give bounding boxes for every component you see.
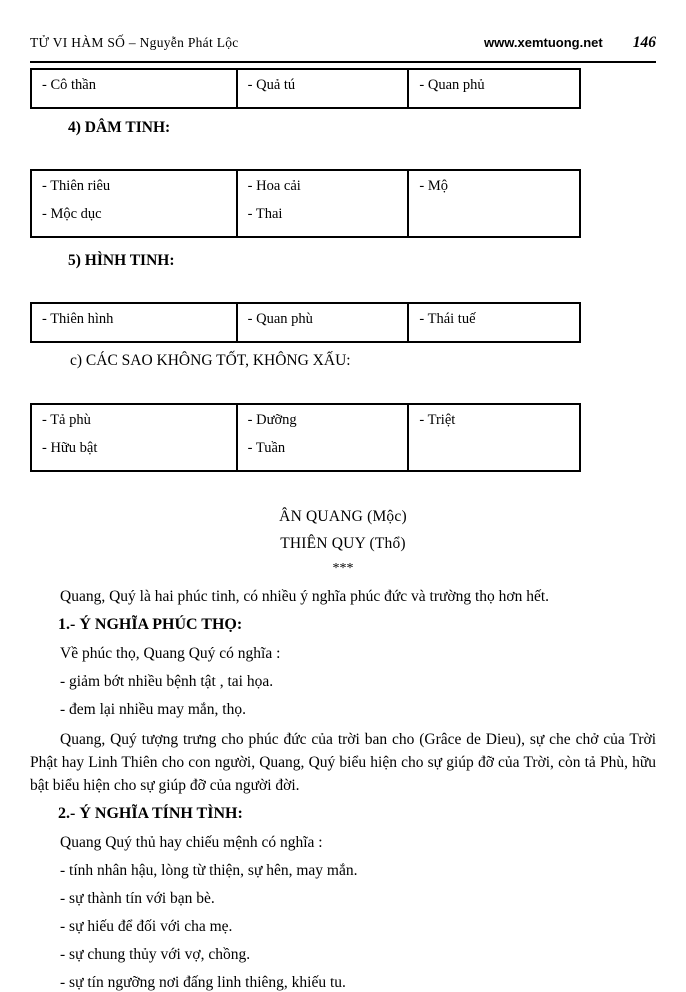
section-heading-dam-tinh: 4) DÂM TINH: bbox=[68, 119, 171, 136]
page-number: 146 bbox=[632, 34, 656, 51]
table-neutral-stars bbox=[30, 403, 581, 472]
bullet-list-phuc-tho bbox=[30, 672, 656, 719]
list-item: - Quả tú bbox=[247, 77, 296, 93]
table-cell bbox=[238, 405, 410, 470]
star-title-an-quang: ÂN QUANG (Mộc) bbox=[279, 508, 407, 525]
list-item: - Tuần bbox=[247, 440, 286, 456]
list-item: - Hữu bật bbox=[42, 440, 98, 456]
list-item: - Hoa cải bbox=[247, 178, 301, 194]
list-item: - Quan phù bbox=[247, 311, 313, 327]
list-item: - Thái tuế bbox=[419, 311, 476, 327]
table-hinh-tinh bbox=[30, 302, 581, 343]
table-dam-tinh bbox=[30, 169, 581, 238]
list-item: - Quan phủ bbox=[419, 77, 485, 93]
book-title: TỬ VI HÀM SỐ – Nguyễn Phát Lộc bbox=[30, 35, 239, 50]
table-cell bbox=[409, 405, 579, 470]
list-item: - Thiên hình bbox=[42, 311, 114, 327]
table-cell bbox=[32, 304, 238, 341]
website-url: www.xemtuong.net bbox=[484, 35, 603, 50]
list-item: - sự chung thủy với vợ, chồng. bbox=[60, 946, 251, 963]
list-item: - Mộ bbox=[419, 178, 449, 194]
table-cell bbox=[32, 405, 238, 470]
intro-paragraph: Quang, Quý là hai phúc tinh, có nhiều ý nghĩa phúc đức và trường thọ hơn hết. bbox=[60, 588, 550, 605]
list-item: - Tả phù bbox=[42, 412, 91, 428]
asterisk-separator: *** bbox=[332, 561, 354, 576]
star-title-thien-quy: THIÊN QUY (Thổ) bbox=[280, 535, 406, 552]
list-item: - sự hiếu để đối với cha mẹ. bbox=[60, 918, 233, 935]
list-item: - Thiên riêu bbox=[42, 178, 111, 194]
heading-phuc-tho: 1.- Ý NGHĨA PHÚC THỌ: bbox=[58, 616, 243, 633]
section-heading-hinh-tinh: 5) HÌNH TINH: bbox=[68, 252, 175, 269]
section-heading-neutral-stars: c) CÁC SAO KHÔNG TỐT, KHÔNG XẤU: bbox=[70, 352, 351, 369]
table-cell bbox=[409, 171, 579, 236]
bullet-list-tinh-tinh bbox=[30, 861, 656, 992]
table-cell bbox=[238, 171, 410, 236]
table-cell bbox=[409, 304, 579, 341]
article-body bbox=[30, 587, 656, 992]
list-item: - Dưỡng bbox=[247, 412, 297, 428]
table-cell bbox=[238, 70, 410, 107]
table-cell bbox=[409, 70, 579, 107]
list-item: - Cô thần bbox=[42, 77, 96, 93]
list-item: - Triệt bbox=[419, 412, 456, 428]
page-header bbox=[30, 34, 656, 63]
list-item: - tính nhân hậu, lòng từ thiện, sự hên, may mắn. bbox=[60, 862, 358, 879]
table-cell bbox=[238, 304, 410, 341]
paragraph-grace-de-dieu: Quang, Quý tượng trưng cho phúc đức của trời ban cho (Grâce de Dieu), sự che chở của Trời Phật hay Linh Thiên cho con người, Quang, Quý biểu hiện cho sự giúp đỡ của Trời, còn tả Phù, hữu bật biểu hiện cho sự giúp đỡ của người đời. bbox=[30, 731, 656, 794]
header-right bbox=[484, 34, 656, 52]
list-item: - giảm bớt nhiều bệnh tật , tai họa. bbox=[60, 673, 274, 690]
table-cell bbox=[32, 171, 238, 236]
list-item: - Thai bbox=[247, 206, 283, 222]
table-cell bbox=[32, 70, 238, 107]
list-item: - sự thành tín với bạn bè. bbox=[60, 890, 215, 907]
table-loneliness-stars bbox=[30, 68, 581, 109]
star-title-block bbox=[30, 507, 656, 577]
lead-line: Quang Quý thủ hay chiếu mệnh có nghĩa : bbox=[60, 834, 323, 851]
list-item: - sự tín ngưỡng nơi đấng linh thiêng, khiếu tu. bbox=[60, 974, 346, 991]
list-item: - đem lại nhiều may mắn, thọ. bbox=[60, 701, 246, 718]
list-item: - Mộc dục bbox=[42, 206, 102, 222]
lead-line: Về phúc thọ, Quang Quý có nghĩa : bbox=[60, 645, 281, 662]
heading-tinh-tinh: 2.- Ý NGHĨA TÍNH TÌNH: bbox=[58, 805, 243, 822]
